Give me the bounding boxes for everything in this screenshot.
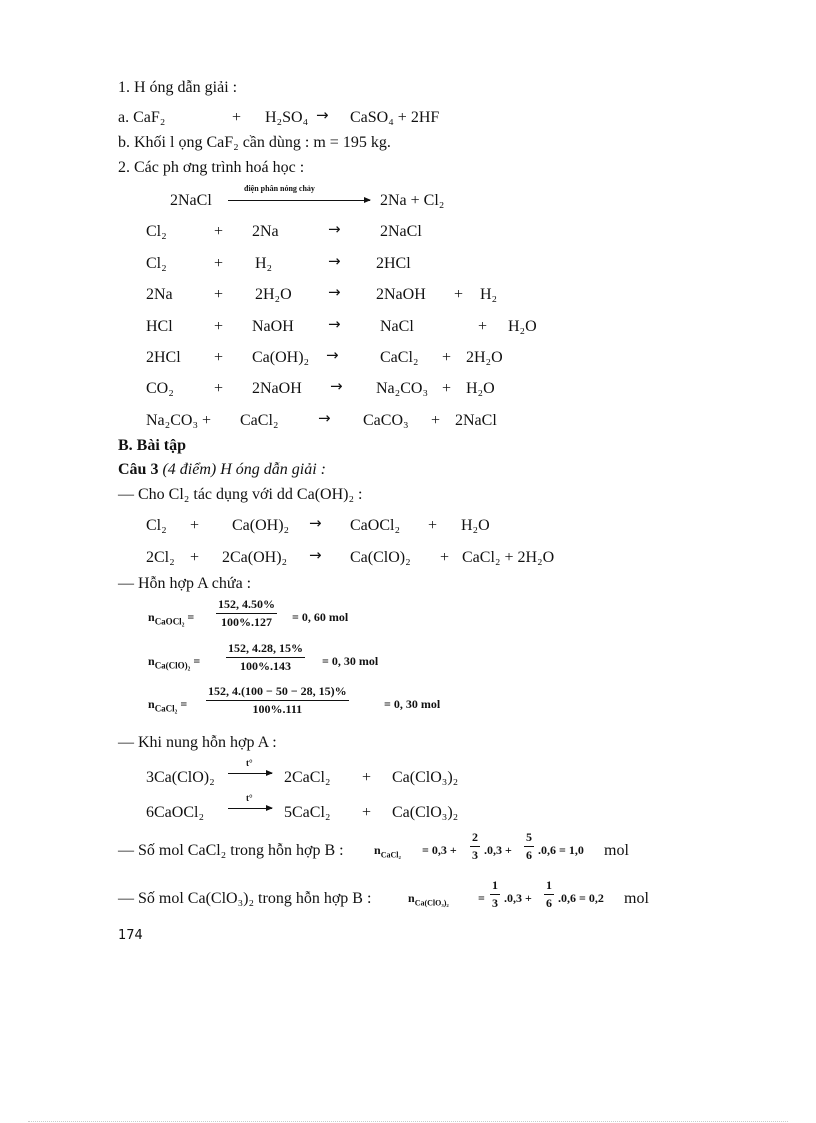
s1-label: $n_{CaCl_2}$ [374, 843, 401, 860]
cau3-guide: H óng dẫn giải : [220, 461, 326, 478]
arrow-icon: → [316, 106, 329, 124]
r-plus: + [214, 380, 224, 397]
f2-fraction: $\frac{152, 4.28, 15\%}{100\%.143}$ [228, 641, 303, 673]
arrow-icon: → [318, 409, 331, 427]
r-c: H₂ [480, 286, 498, 303]
r-b: H₂ [255, 255, 273, 272]
s1-frac2: $\frac{5}{6}$ [526, 830, 532, 862]
s1-pre: = 0,3 + [422, 843, 457, 857]
f1-label: $n_{CaOCl_2}$ = [148, 610, 195, 627]
h1-p: + [362, 769, 372, 786]
section-b-heading: B. Bài tập [118, 437, 187, 454]
eq-a-plus: + [232, 109, 242, 126]
r-plus: + [214, 223, 224, 240]
cau3-label: Câu 3 [118, 461, 159, 478]
footer-divider [28, 1121, 788, 1122]
r-plus: + [214, 318, 224, 335]
r-product: Na₂CO₃ [376, 380, 429, 397]
r-plus: + [214, 255, 224, 272]
r-c: H₂O [466, 380, 495, 397]
cau3-line [118, 460, 326, 480]
r2-p2: + [440, 549, 450, 566]
h1-c: Ca(ClO₃)₂ [392, 769, 459, 786]
r1-b: Ca(OH)₂ [232, 517, 290, 534]
r-plus2: + [454, 286, 464, 303]
r-b: NaOH [252, 318, 294, 335]
r1-prod: CaOCl₂ [350, 517, 401, 534]
s2-frac1: $\frac{1}{3}$ [492, 878, 498, 910]
b1-text: — Cho Cl₂ tác dụng với dd Ca(OH)₂ : [118, 486, 363, 503]
f2-label: $n_{Ca(ClO)_2}$ = [148, 654, 201, 671]
r-product: CaCl₂ [380, 349, 419, 366]
eq0-right: 2Na + Cl₂ [380, 192, 445, 209]
s2-text: — Số mol Ca(ClO₃)₂ trong hỗn hợp B : [118, 890, 372, 907]
eq0-left: 2NaCl [170, 192, 212, 209]
r2-p: + [190, 549, 200, 566]
s2-frac2: $\frac{1}{6}$ [546, 878, 552, 910]
r1-c: H₂O [461, 517, 490, 534]
r-c: 2NaCl [455, 412, 497, 429]
s1-mid: .0,3 + [484, 843, 512, 857]
r-b: 2Na [252, 223, 279, 240]
f3-result: = 0, 30 mol [384, 697, 441, 711]
s2-unit: mol [624, 890, 649, 907]
eq0-arrow-label: điện phân nóng chảy [244, 184, 315, 193]
r2-c: CaCl₂ + 2H₂O [462, 549, 555, 566]
equations-heading: 2. Các ph ơng trình hoá học : [118, 159, 305, 176]
arrow-icon: → [328, 220, 341, 238]
r-product: 2NaOH [376, 286, 426, 303]
r-a: Na₂CO₃ + [146, 412, 212, 429]
h1-cond: t° [246, 758, 253, 768]
eq-a-label: a. CaF₂ [118, 109, 166, 126]
r1-p2: + [428, 517, 438, 534]
r-plus: + [214, 349, 224, 366]
cau3-points: (4 điểm) [162, 461, 217, 478]
r-product: 2HCl [376, 255, 411, 272]
r-b: 2H₂O [255, 286, 292, 303]
r-a: Cl₂ [146, 223, 167, 240]
r1-a: Cl₂ [146, 517, 167, 534]
r2-a: 2Cl₂ [146, 549, 175, 566]
arrow-icon: → [328, 252, 341, 270]
s1-post: .0,6 = 1,0 [538, 843, 584, 857]
r-c: 2H₂O [466, 349, 503, 366]
r-b: 2NaOH [252, 380, 302, 397]
r-a: 2HCl [146, 349, 181, 366]
r-a: Cl₂ [146, 255, 167, 272]
b2-text: — Hỗn hợp A chứa : [118, 575, 252, 592]
r-product: CaCO₃ [363, 412, 409, 429]
eq-a-reactant: H₂SO₄ [265, 109, 309, 126]
long-arrow-icon [228, 200, 370, 201]
arrow-icon: → [328, 283, 341, 301]
r-plus2: + [431, 412, 441, 429]
f3-fraction: $\frac{152, 4.(100 - 50 - 28, 15)\%}{100\%.111}$ [208, 684, 347, 716]
s2-pre: = [478, 891, 485, 905]
arrow-icon: → [330, 377, 343, 395]
b3-text: — Khi nung hỗn hợp A : [118, 734, 277, 751]
r2-b: 2Ca(OH)₂ [222, 549, 288, 566]
h1-left: 3Ca(ClO)₂ [146, 769, 215, 786]
s1-frac1: $\frac{2}{3}$ [472, 830, 478, 862]
f1-result: = 0, 60 mol [292, 610, 349, 624]
h2-prod: 5CaCl₂ [284, 804, 331, 821]
r-product: NaCl [380, 318, 414, 335]
r-plus2: + [442, 349, 452, 366]
long-arrow-icon [228, 808, 272, 809]
r-a: HCl [146, 318, 173, 335]
s1-text: — Số mol CaCl₂ trong hỗn hợp B : [118, 842, 344, 859]
s1-unit: mol [604, 842, 629, 859]
r-plus2: + [442, 380, 452, 397]
f1-fraction: $\frac{152, 4.50\%}{100\%.127}$ [218, 597, 275, 629]
arrow-icon: → [326, 346, 339, 364]
r-a: 2Na [146, 286, 173, 303]
s2-label: $n_{Ca(ClO_3)_2}$ [408, 891, 449, 908]
h2-left: 6CaOCl₂ [146, 804, 205, 821]
r2-prod: Ca(ClO)₂ [350, 549, 411, 566]
h2-cond: t° [246, 793, 253, 803]
s2-mid: .0,3 + [504, 891, 532, 905]
mass-line: b. Khối l ọng CaF₂ cần dùng : m = 195 kg. [118, 134, 391, 151]
r-product: 2NaCl [380, 223, 422, 240]
r-b: Ca(OH)₂ [252, 349, 310, 366]
r-a: CO₂ [146, 380, 174, 397]
guide-heading: 1. H óng dẫn giải : [118, 79, 238, 96]
long-arrow-icon [228, 773, 272, 774]
f3-label: $n_{CaCl_2}$ = [148, 697, 188, 714]
arrow-icon: → [328, 315, 341, 333]
h1-prod: 2CaCl₂ [284, 769, 331, 786]
eq-a-product: CaSO₄ + 2HF [350, 109, 440, 126]
h2-p: + [362, 804, 372, 821]
f2-result: = 0, 30 mol [322, 654, 379, 668]
h2-c: Ca(ClO₃)₂ [392, 804, 459, 821]
arrow-icon: → [309, 514, 322, 532]
s2-post: .0,6 = 0,2 [558, 891, 604, 905]
page-number: 174 [118, 928, 143, 943]
arrow-icon: → [309, 546, 322, 564]
r-plus: + [214, 286, 224, 303]
r-b: CaCl₂ [240, 412, 279, 429]
r1-p: + [190, 517, 200, 534]
r-c: H₂O [508, 318, 537, 335]
r-plus2: + [478, 318, 488, 335]
